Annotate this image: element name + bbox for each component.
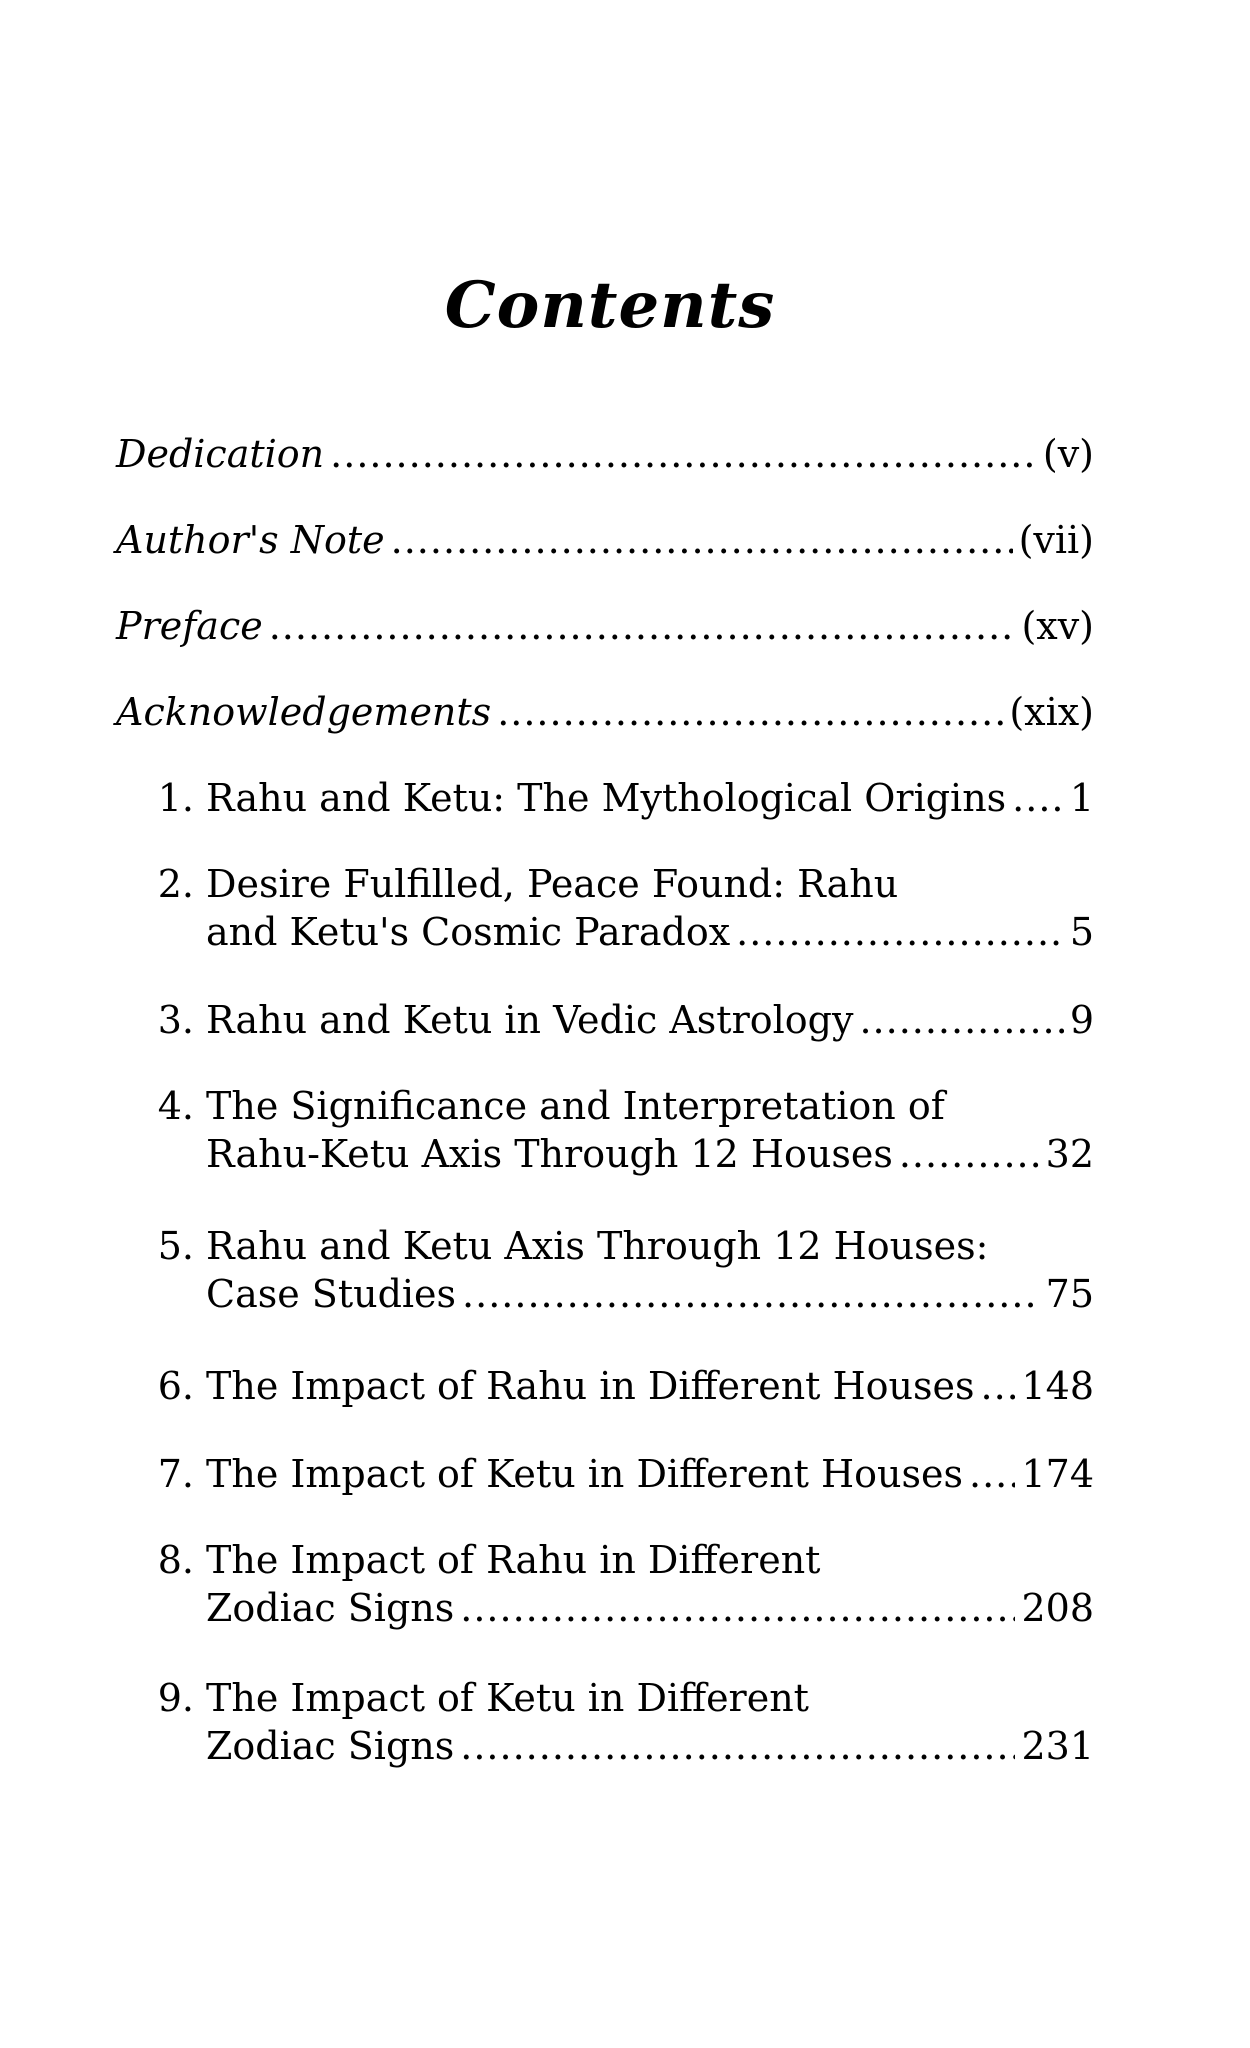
chapter-title-line: The Significance and Interpretation of — [206, 1084, 945, 1128]
toc-entry-acknowledgements — [116, 688, 1094, 736]
chapter-number: 8. — [157, 1538, 194, 1582]
chapter-number: 7. — [157, 1452, 194, 1496]
toc-entry-preface — [116, 602, 1094, 650]
toc-chapter-3 — [140, 996, 1094, 1044]
entry-page-number: (xv) — [1021, 604, 1094, 648]
chapter-number: 6. — [157, 1364, 194, 1408]
chapter-title-last-line: Case Studies — [206, 1272, 457, 1316]
chapter-title-last-line: Zodiac Signs — [206, 1586, 455, 1630]
chapter-title-line: The Impact of Rahu in Different — [206, 1538, 821, 1582]
dot-leader — [899, 1130, 1040, 1178]
toc-chapter-1 — [140, 774, 1094, 822]
dot-leader — [859, 996, 1063, 1044]
chapter-page-number: 174 — [1021, 1452, 1094, 1496]
entry-label: Dedication — [116, 432, 325, 476]
chapter-title-last-line: Rahu-Ketu Axis Through 12 Houses — [206, 1132, 893, 1176]
entry-label: Preface — [116, 604, 263, 648]
chapter-page-number: 9 — [1069, 998, 1094, 1042]
chapter-number: 9. — [157, 1676, 194, 1720]
chapter-number: 2. — [157, 862, 194, 906]
toc-chapter-2 — [140, 860, 1094, 956]
dot-leader — [736, 908, 1064, 956]
dot-leader — [462, 1270, 1040, 1318]
toc-chapter-6 — [140, 1362, 1094, 1410]
toc-chapter-9 — [140, 1674, 1094, 1770]
dot-leader — [330, 430, 1037, 478]
toc-entry-authors-note — [116, 516, 1094, 564]
page-title: Contents — [444, 268, 776, 343]
chapter-title: Rahu and Ketu in Vedic Astrology — [206, 998, 854, 1042]
chapter-title-line: Desire Fulfilled, Peace Found: Rahu — [206, 862, 899, 906]
chapter-title-last-line: Zodiac Signs — [206, 1724, 455, 1768]
chapter-number: 1. — [157, 776, 194, 820]
chapter-page-number: 208 — [1021, 1586, 1094, 1630]
entry-label: Author's Note — [116, 518, 385, 562]
dot-leader — [1012, 774, 1064, 822]
chapter-page-number: 5 — [1069, 910, 1094, 954]
chapter-page-number: 231 — [1021, 1724, 1094, 1768]
chapter-page-number: 32 — [1045, 1132, 1094, 1176]
chapter-number: 4. — [157, 1084, 194, 1128]
entry-page-number: (xix) — [1009, 690, 1094, 734]
dot-leader — [969, 1450, 1015, 1498]
chapter-page-number: 75 — [1045, 1272, 1094, 1316]
chapter-title-line: The Impact of Ketu in Different — [206, 1676, 809, 1720]
chapter-number: 5. — [157, 1224, 194, 1268]
toc-chapter-4 — [140, 1082, 1094, 1178]
toc-entry-dedication — [116, 430, 1094, 478]
toc-chapter-7 — [140, 1450, 1094, 1498]
entry-page-number: (v) — [1042, 432, 1094, 476]
chapter-title: Rahu and Ketu: The Mythological Origins — [206, 776, 1007, 820]
chapter-title: The Impact of Ketu in Different Houses — [206, 1452, 964, 1496]
chapter-title-line: Rahu and Ketu Axis Through 12 Houses: — [206, 1224, 989, 1268]
entry-label: Acknowledgements — [116, 690, 492, 734]
chapter-title-last-line: and Ketu's Cosmic Paradox — [206, 910, 731, 954]
dot-leader — [460, 1722, 1015, 1770]
toc-chapter-5 — [140, 1222, 1094, 1318]
toc-chapter-8 — [140, 1536, 1094, 1632]
chapter-title: The Impact of Rahu in Different Houses — [206, 1364, 975, 1408]
dot-leader — [460, 1584, 1015, 1632]
dot-leader — [391, 516, 1013, 564]
chapter-page-number: 148 — [1021, 1364, 1094, 1408]
chapter-page-number: 1 — [1069, 776, 1094, 820]
entry-page-number: (vii) — [1018, 518, 1094, 562]
dot-leader — [269, 602, 1016, 650]
dot-leader — [981, 1362, 1016, 1410]
chapter-number: 3. — [157, 998, 194, 1042]
dot-leader — [497, 688, 1003, 736]
